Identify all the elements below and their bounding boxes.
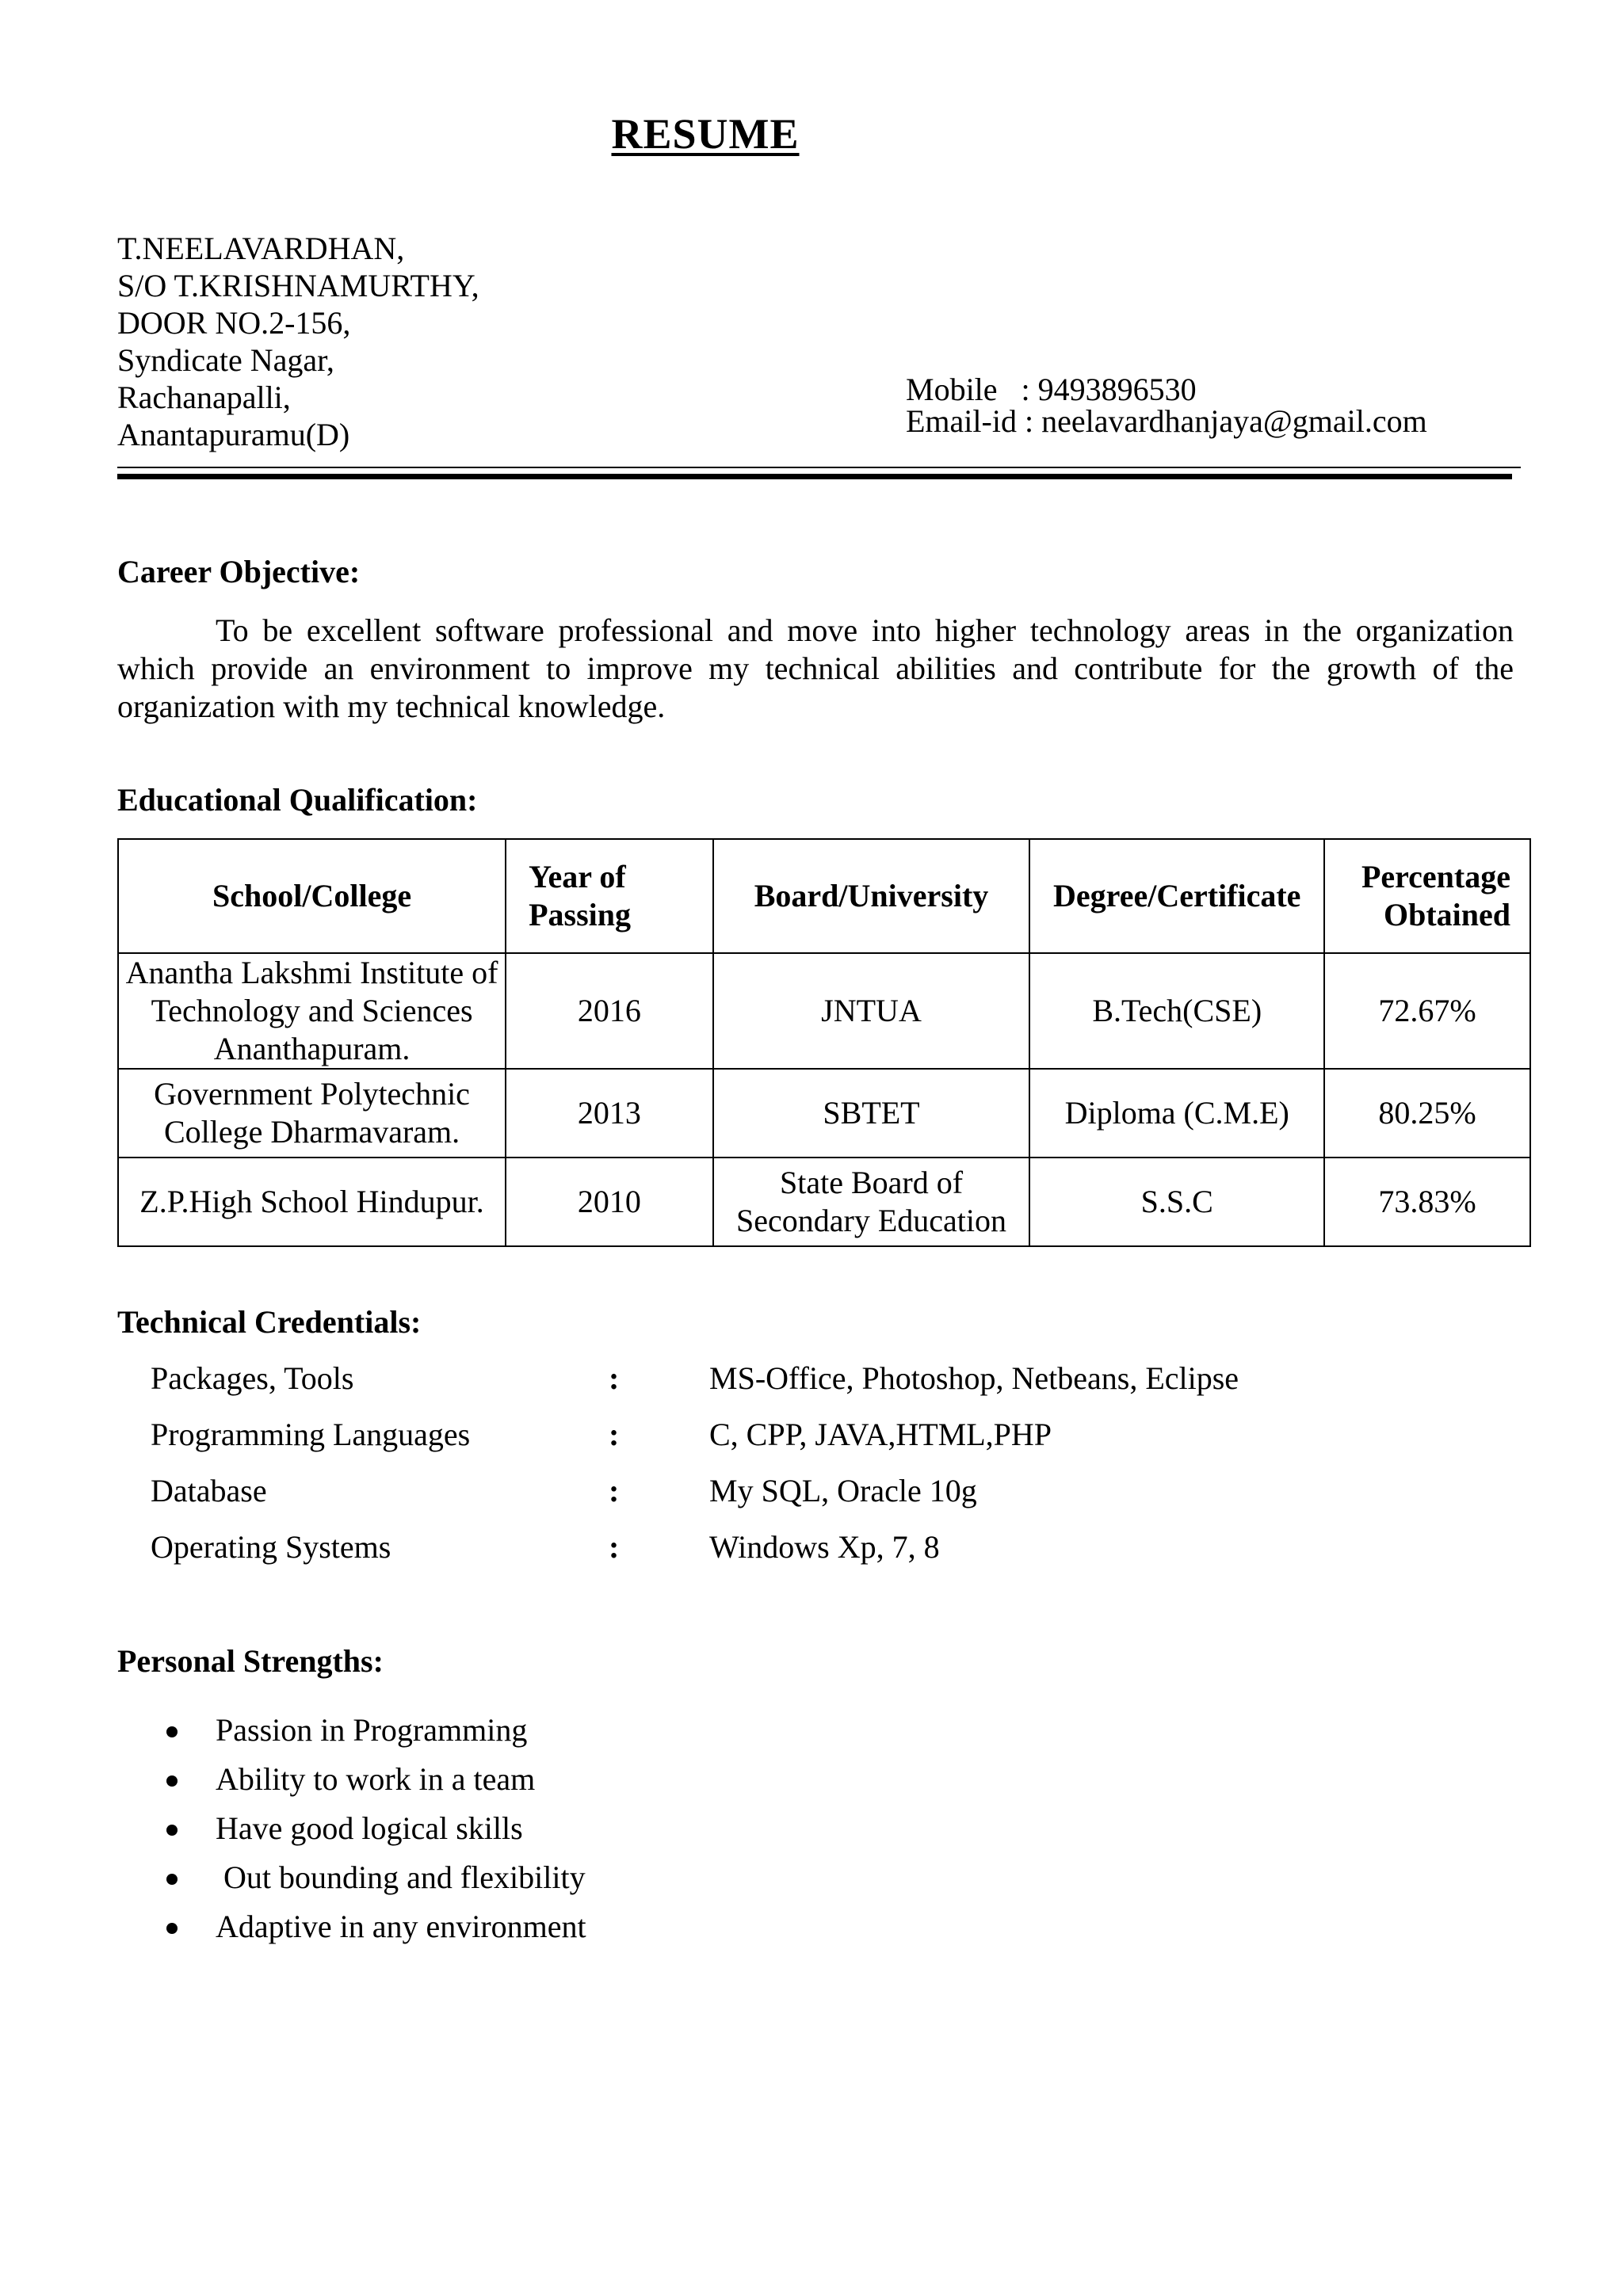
tech-label: Database [151, 1473, 267, 1508]
table-row [118, 1069, 1530, 1158]
header-divider-thin [117, 467, 1521, 468]
table-row [118, 1158, 1530, 1246]
cell-board: JNTUA [713, 953, 1030, 1069]
cell-year: 2010 [506, 1158, 713, 1246]
resume-title: RESUME [611, 110, 800, 158]
cell-school: Z.P.High School Hindupur. [118, 1158, 506, 1246]
address-line: Anantapuramu(D) [117, 417, 350, 452]
bullet-icon [166, 1923, 178, 1934]
career-objective-heading: Career Objective: [117, 554, 361, 589]
address-name: T.NEELAVARDHAN, [117, 231, 405, 266]
tech-separator: : [609, 1360, 620, 1396]
strengths-heading: Personal Strengths: [117, 1643, 384, 1679]
cell-school: Anantha Lakshmi Institute of Technology and Sciences Ananthapuram. [118, 953, 506, 1069]
cell-percentage: 80.25% [1324, 1069, 1530, 1158]
cell-year: 2016 [506, 953, 713, 1069]
education-heading: Educational Qualification: [117, 782, 478, 818]
mobile-number: Mobile : 9493896530 [906, 372, 1197, 407]
address-line: DOOR NO.2-156, [117, 305, 351, 341]
address-line: S/O T.KRISHNAMURTHY, [117, 268, 479, 303]
strengths-list [117, 1706, 586, 1951]
cell-year: 2013 [506, 1069, 713, 1158]
address-line: Rachanapalli, [117, 379, 291, 415]
cell-board: SBTET [713, 1069, 1030, 1158]
strength-text: Out bounding and flexibility [216, 1859, 586, 1895]
education-table [117, 838, 1531, 1247]
address-line: Syndicate Nagar, [117, 342, 334, 378]
strength-text: Ability to work in a team [216, 1761, 536, 1797]
tech-value: Windows Xp, 7, 8 [709, 1529, 940, 1565]
tech-label: Programming Languages [151, 1417, 471, 1452]
header-degree: Degree/Certificate [1029, 839, 1324, 953]
tech-label: Packages, Tools [151, 1360, 354, 1396]
cell-percentage: 73.83% [1324, 1158, 1530, 1246]
list-item [117, 1755, 586, 1804]
strength-text: Passion in Programming [216, 1712, 528, 1748]
bullet-icon [166, 1775, 178, 1787]
tech-value: My SQL, Oracle 10g [709, 1473, 977, 1508]
list-item [117, 1853, 586, 1902]
career-objective-text: To be excellent software professional and move into higher technology areas in the organization which provide an environment to improve my technical abilities and contribute for the growth of the organization with my technical knowledge. [117, 612, 1514, 724]
technical-heading: Technical Credentials: [117, 1304, 422, 1340]
cell-degree: S.S.C [1029, 1158, 1324, 1246]
address-block [117, 230, 479, 453]
contact-block [906, 374, 1427, 437]
bullet-icon [166, 1874, 178, 1885]
email-address: Email-id : neelavardhanjaya@gmail.com [906, 403, 1427, 439]
header-board: Board/University [713, 839, 1030, 953]
cell-degree: B.Tech(CSE) [1029, 953, 1324, 1069]
cell-school: Government Polytechnic College Dharmavaram. [118, 1069, 506, 1158]
header-year: Year of Passing [506, 839, 713, 953]
header-divider-thick [117, 474, 1512, 479]
tech-value: C, CPP, JAVA,HTML,PHP [709, 1417, 1052, 1452]
header-school: School/College [118, 839, 506, 953]
tech-value: MS-Office, Photoshop, Netbeans, Eclipse [709, 1360, 1239, 1396]
table-row [118, 953, 1530, 1069]
list-item [117, 1706, 586, 1755]
strength-text: Have good logical skills [216, 1810, 523, 1846]
tech-separator: : [609, 1529, 620, 1565]
list-item [117, 1804, 586, 1853]
cell-percentage: 72.67% [1324, 953, 1530, 1069]
bullet-icon [166, 1726, 178, 1737]
bullet-icon [166, 1825, 178, 1836]
tech-separator: : [609, 1417, 620, 1452]
tech-separator: : [609, 1473, 620, 1508]
strength-text: Adaptive in any environment [216, 1909, 586, 1944]
table-header-row [118, 839, 1530, 953]
list-item [117, 1902, 586, 1951]
cell-board: State Board of Secondary Education [713, 1158, 1030, 1246]
header-percentage: Percentage Obtained [1324, 839, 1530, 953]
tech-label: Operating Systems [151, 1529, 391, 1565]
cell-degree: Diploma (C.M.E) [1029, 1069, 1324, 1158]
